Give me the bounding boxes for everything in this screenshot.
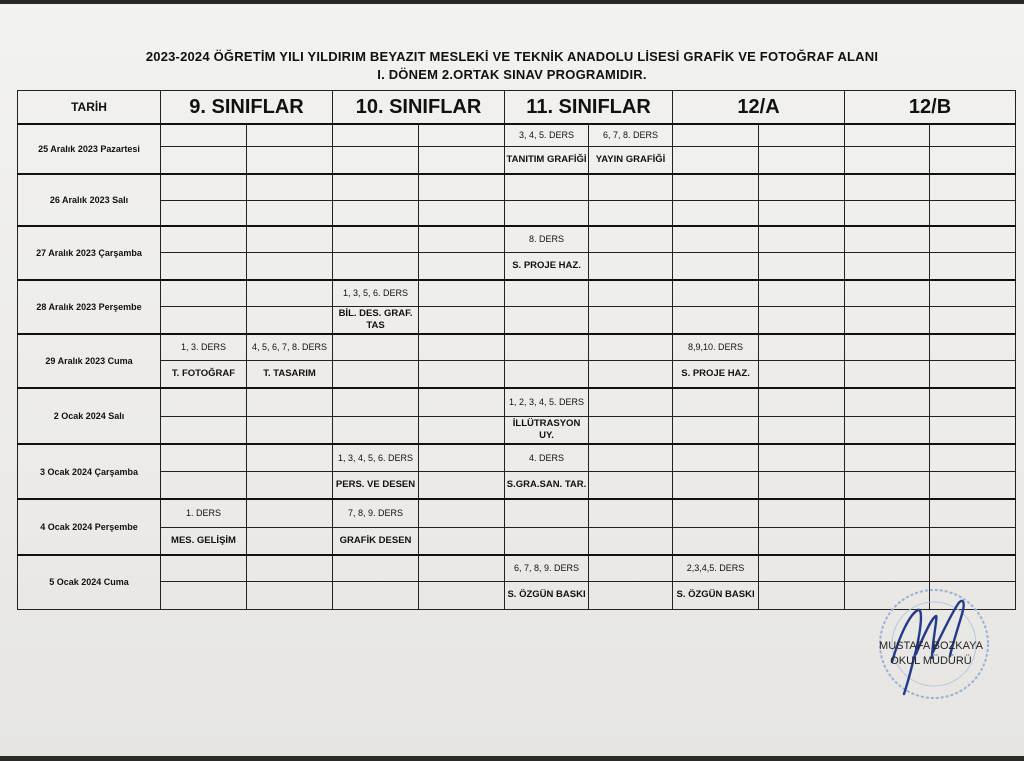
course-cell <box>247 581 333 609</box>
course-cell: GRAFİK DESEN <box>333 527 419 555</box>
course-cell <box>673 252 759 280</box>
day-row-top <box>18 226 1016 252</box>
course-cell <box>161 200 247 226</box>
period-cell <box>845 388 930 416</box>
period-cell <box>673 280 759 306</box>
course-cell <box>247 416 333 444</box>
course-cell <box>161 306 247 334</box>
period-cell <box>845 334 930 360</box>
course-cell <box>333 581 419 609</box>
header-grade-9: 9. SINIFLAR <box>161 91 333 125</box>
course-cell <box>759 360 845 388</box>
document-paper <box>0 4 1024 756</box>
day-row-top <box>18 555 1016 581</box>
course-cell <box>759 146 845 174</box>
course-cell <box>333 416 419 444</box>
course-cell <box>419 360 505 388</box>
course-cell <box>419 306 505 334</box>
period-cell <box>419 388 505 416</box>
period-cell <box>930 280 1016 306</box>
period-cell <box>845 124 930 146</box>
day-row-top <box>18 174 1016 200</box>
day-row-top <box>18 334 1016 360</box>
period-cell <box>505 334 589 360</box>
day-row-bottom <box>18 200 1016 226</box>
period-cell <box>930 174 1016 200</box>
course-cell <box>845 252 930 280</box>
period-cell <box>161 555 247 581</box>
principal-role: OKUL MÜDÜRÜ <box>890 655 972 667</box>
course-cell: T. TASARIM <box>247 360 333 388</box>
period-cell <box>333 555 419 581</box>
period-cell <box>419 226 505 252</box>
period-cell <box>505 280 589 306</box>
period-cell <box>673 499 759 527</box>
principal-signature-stamp <box>866 584 996 704</box>
course-cell: TANITIM GRAFİĞİ <box>505 146 589 174</box>
course-cell <box>419 416 505 444</box>
day-date: 29 Aralık 2023 Cuma <box>18 334 161 388</box>
period-cell <box>247 444 333 471</box>
period-cell <box>759 388 845 416</box>
course-cell <box>419 146 505 174</box>
course-cell <box>247 200 333 226</box>
period-cell: 4. DERS <box>505 444 589 471</box>
period-cell <box>930 124 1016 146</box>
period-cell <box>759 334 845 360</box>
period-cell <box>247 555 333 581</box>
day-date: 27 Aralık 2023 Çarşamba <box>18 226 161 280</box>
principal-name: MUSTAFA BOZKAYA <box>879 640 983 652</box>
day-row-top <box>18 280 1016 306</box>
day-date: 26 Aralık 2023 Salı <box>18 174 161 226</box>
header-row <box>18 91 1016 125</box>
period-cell: 1, 3, 5, 6. DERS <box>333 280 419 306</box>
period-cell <box>589 226 673 252</box>
period-cell <box>589 334 673 360</box>
course-cell <box>845 416 930 444</box>
period-cell <box>589 555 673 581</box>
period-cell <box>161 444 247 471</box>
period-cell <box>930 226 1016 252</box>
period-cell <box>845 444 930 471</box>
period-cell <box>161 280 247 306</box>
course-cell <box>759 581 845 609</box>
course-cell <box>589 200 673 226</box>
period-cell: 7, 8, 9. DERS <box>333 499 419 527</box>
period-cell: 8. DERS <box>505 226 589 252</box>
period-cell: 8,9,10. DERS <box>673 334 759 360</box>
course-cell <box>930 360 1016 388</box>
day-row-bottom <box>18 306 1016 334</box>
course-cell <box>247 146 333 174</box>
day-row-top <box>18 124 1016 146</box>
course-cell: T. FOTOĞRAF <box>161 360 247 388</box>
exam-schedule-table <box>17 90 1016 610</box>
course-cell <box>589 252 673 280</box>
course-cell <box>589 360 673 388</box>
course-cell <box>589 416 673 444</box>
course-cell: MES. GELİŞİM <box>161 527 247 555</box>
course-cell <box>161 581 247 609</box>
course-cell <box>589 471 673 499</box>
course-cell <box>759 527 845 555</box>
period-cell <box>930 444 1016 471</box>
course-cell <box>333 146 419 174</box>
period-cell <box>161 124 247 146</box>
course-cell <box>333 252 419 280</box>
course-cell <box>759 416 845 444</box>
course-cell <box>759 471 845 499</box>
day-date: 4 Ocak 2024 Perşembe <box>18 499 161 555</box>
period-cell <box>419 334 505 360</box>
course-cell <box>673 146 759 174</box>
course-cell <box>419 527 505 555</box>
header-grade-12a: 12/A <box>673 91 845 125</box>
period-cell <box>930 334 1016 360</box>
period-cell <box>845 280 930 306</box>
course-cell <box>419 252 505 280</box>
course-cell <box>505 527 589 555</box>
course-cell: BİL. DES. GRAF. TAS <box>333 306 419 334</box>
period-cell <box>333 174 419 200</box>
document-subtitle: I. DÖNEM 2.ORTAK SINAV PROGRAMIDIR. <box>377 67 647 82</box>
course-cell <box>161 416 247 444</box>
period-cell: 6, 7, 8, 9. DERS <box>505 555 589 581</box>
course-cell <box>673 200 759 226</box>
day-date: 2 Ocak 2024 Salı <box>18 388 161 444</box>
period-cell <box>930 499 1016 527</box>
period-cell: 6, 7, 8. DERS <box>589 124 673 146</box>
course-cell <box>930 471 1016 499</box>
course-cell <box>505 306 589 334</box>
period-cell: 4, 5, 6, 7, 8. DERS <box>247 334 333 360</box>
course-cell <box>930 252 1016 280</box>
course-cell <box>589 527 673 555</box>
day-date: 5 Ocak 2024 Cuma <box>18 555 161 609</box>
period-cell <box>589 444 673 471</box>
course-cell <box>845 471 930 499</box>
period-cell <box>589 174 673 200</box>
day-row-top <box>18 499 1016 527</box>
course-cell <box>845 360 930 388</box>
period-cell <box>589 499 673 527</box>
course-cell <box>930 527 1016 555</box>
course-cell <box>247 471 333 499</box>
course-cell <box>161 252 247 280</box>
period-cell <box>333 226 419 252</box>
course-cell: S. PROJE HAZ. <box>673 360 759 388</box>
period-cell <box>333 124 419 146</box>
period-cell <box>247 174 333 200</box>
course-cell <box>247 306 333 334</box>
period-cell <box>333 334 419 360</box>
course-cell <box>333 200 419 226</box>
header-tarih: TARİH <box>18 91 161 125</box>
period-cell <box>419 444 505 471</box>
period-cell: 1, 3. DERS <box>161 334 247 360</box>
course-cell <box>673 527 759 555</box>
period-cell <box>419 280 505 306</box>
day-row-bottom <box>18 416 1016 444</box>
course-cell: YAYIN GRAFİĞİ <box>589 146 673 174</box>
period-cell <box>845 499 930 527</box>
period-cell <box>759 174 845 200</box>
period-cell <box>161 388 247 416</box>
day-row-bottom <box>18 527 1016 555</box>
day-date: 3 Ocak 2024 Çarşamba <box>18 444 161 499</box>
course-cell <box>930 146 1016 174</box>
header-grade-12b: 12/B <box>845 91 1016 125</box>
period-cell <box>759 444 845 471</box>
course-cell <box>589 306 673 334</box>
day-row-top <box>18 444 1016 471</box>
period-cell <box>333 388 419 416</box>
day-row-bottom <box>18 146 1016 174</box>
period-cell <box>247 499 333 527</box>
course-cell <box>505 200 589 226</box>
period-cell <box>161 174 247 200</box>
period-cell: 1, 2, 3, 4, 5. DERS <box>505 388 589 416</box>
course-cell: PERS. VE DESEN <box>333 471 419 499</box>
course-cell <box>589 581 673 609</box>
period-cell <box>419 174 505 200</box>
course-cell <box>673 416 759 444</box>
period-cell <box>589 388 673 416</box>
period-cell <box>845 555 930 581</box>
course-cell: S. ÖZGÜN BASKI <box>673 581 759 609</box>
period-cell <box>759 226 845 252</box>
day-row-bottom <box>18 360 1016 388</box>
course-cell: S. ÖZGÜN BASKI <box>505 581 589 609</box>
period-cell <box>419 555 505 581</box>
period-cell <box>589 280 673 306</box>
course-cell <box>759 200 845 226</box>
period-cell <box>505 499 589 527</box>
period-cell: 3, 4, 5. DERS <box>505 124 589 146</box>
course-cell: S.GRA.SAN. TAR. <box>505 471 589 499</box>
period-cell <box>845 226 930 252</box>
course-cell <box>419 581 505 609</box>
day-row-bottom <box>18 252 1016 280</box>
period-cell: 1, 3, 4, 5, 6. DERS <box>333 444 419 471</box>
period-cell <box>759 124 845 146</box>
course-cell <box>759 252 845 280</box>
course-cell <box>845 306 930 334</box>
period-cell <box>673 124 759 146</box>
period-cell <box>161 226 247 252</box>
document-title: 2023-2024 ÖĞRETİM YILI YILDIRIM BEYAZIT MESLEKİ VE TEKNİK ANADOLU LİSESİ GRAFİK VE FOTOĞRAF ALANI <box>145 49 879 64</box>
course-cell: S. PROJE HAZ. <box>505 252 589 280</box>
course-cell <box>161 146 247 174</box>
period-cell <box>247 226 333 252</box>
day-row-bottom <box>18 471 1016 499</box>
course-cell <box>161 471 247 499</box>
schedule-body <box>18 124 1016 609</box>
course-cell <box>930 200 1016 226</box>
period-cell <box>673 388 759 416</box>
course-cell <box>673 306 759 334</box>
period-cell: 2,3,4,5. DERS <box>673 555 759 581</box>
course-cell <box>930 306 1016 334</box>
course-cell <box>419 471 505 499</box>
period-cell <box>759 280 845 306</box>
period-cell <box>759 499 845 527</box>
period-cell <box>673 174 759 200</box>
day-date: 28 Aralık 2023 Perşembe <box>18 280 161 334</box>
period-cell <box>673 444 759 471</box>
course-cell <box>845 527 930 555</box>
course-cell <box>930 416 1016 444</box>
day-row-top <box>18 388 1016 416</box>
day-date: 25 Aralık 2023 Pazartesi <box>18 124 161 174</box>
course-cell <box>845 200 930 226</box>
period-cell <box>845 174 930 200</box>
period-cell <box>930 555 1016 581</box>
course-cell <box>505 360 589 388</box>
period-cell <box>247 124 333 146</box>
course-cell <box>845 146 930 174</box>
period-cell <box>247 280 333 306</box>
period-cell: 1. DERS <box>161 499 247 527</box>
period-cell <box>759 555 845 581</box>
course-cell <box>673 471 759 499</box>
course-cell <box>247 252 333 280</box>
course-cell <box>419 200 505 226</box>
header-grade-11: 11. SINIFLAR <box>505 91 673 125</box>
course-cell <box>759 306 845 334</box>
period-cell <box>505 174 589 200</box>
period-cell <box>419 499 505 527</box>
course-cell: İLLÜTRASYON UY. <box>505 416 589 444</box>
header-grade-10: 10. SINIFLAR <box>333 91 505 125</box>
period-cell <box>673 226 759 252</box>
course-cell <box>247 527 333 555</box>
period-cell <box>930 388 1016 416</box>
period-cell <box>419 124 505 146</box>
course-cell <box>333 360 419 388</box>
period-cell <box>247 388 333 416</box>
